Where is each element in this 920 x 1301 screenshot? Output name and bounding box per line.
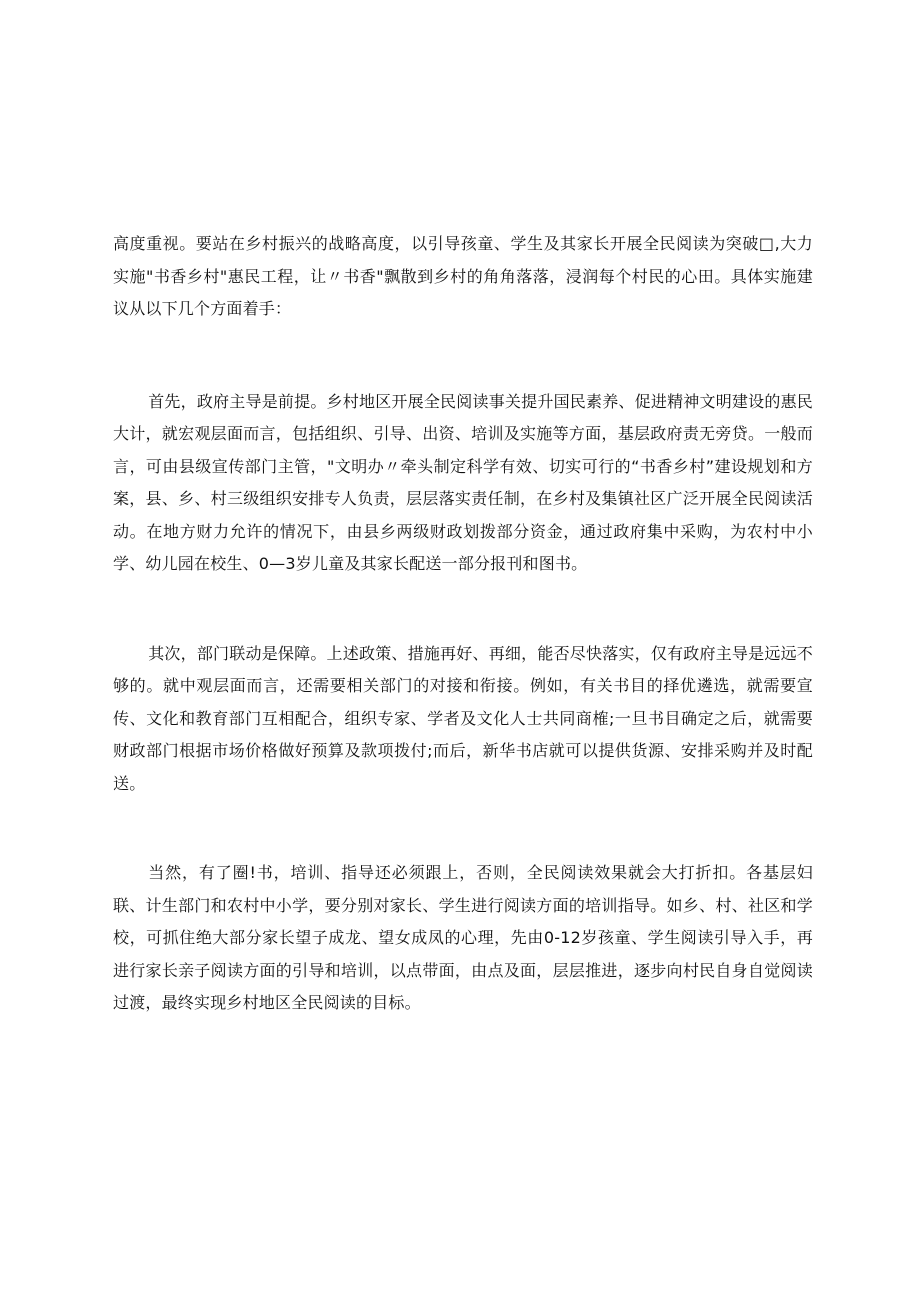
paragraph-continuation: 高度重视。要站在乡村振兴的战略高度，以引导孩童、学生及其家长开展全民阅读为突破□,大力实施"书香乡村"惠民工程，让〃书香"飘散到乡村的角角落落，浸润每个村民的心田。具体实施建议从以下几个方面着手： (113, 234, 813, 318)
paragraph-training-guidance: 当然，有了圈!书，培训、指导还必须跟上，否则，全民阅读效果就会大打折扣。各基层妇联、计生部门和农村中小学，要分别对家长、学生进行阅读方面的培训指导。如乡、村、社区和学校，可抓住绝大部分家长望子成龙、望女成凤的心理，先由0-12岁孩童、学生阅读引导入手，再进行家长亲子阅读方面的引导和培训，以点带面，由点及面，层层推进，逐步向村民自身自觉阅读过渡，最终实现乡村地区全民阅读的目标。 (113, 863, 813, 1012)
document-body (113, 228, 813, 1020)
paragraph-government-leadership: 首先，政府主导是前提。乡村地区开展全民阅读事关提升国民素养、促进精神文明建设的惠民大计，就宏观层面而言，包括组织、引导、出资、培训及实施等方面，基层政府责无旁贷。一般而言，可由县级宣传部门主管，"文明办〃牵头制定科学有效、切实可行的“书香乡村”建设规划和方案，县、乡、村三级组织安排专人负责，层层落实责任制，在乡村及集镇社区广泛开展全民阅读活动。在地方财力允许的情况下，由县乡两级财政划拨部分资金，通过政府集中采购，为农村中小学、幼儿园在校生、0—3岁儿童及其家长配送一部分报刊和图书。 (113, 391, 813, 573)
paragraph-department-coordination: 其次，部门联动是保障。上述政策、措施再好、再细，能否尽快落实，仅有政府主导是远远不够的。就中观层面而言，还需要相关部门的对接和衔接。例如，有关书目的择优遴选，就需要宣传、文化和教育部门互相配合，组织专家、学者及文化人士共同商榷;一旦书目确定之后，就需要财政部门根据市场价格做好预算及款项拨付;而后，新华书店就可以提供货源、安排采购并及时配送。 (113, 643, 813, 793)
